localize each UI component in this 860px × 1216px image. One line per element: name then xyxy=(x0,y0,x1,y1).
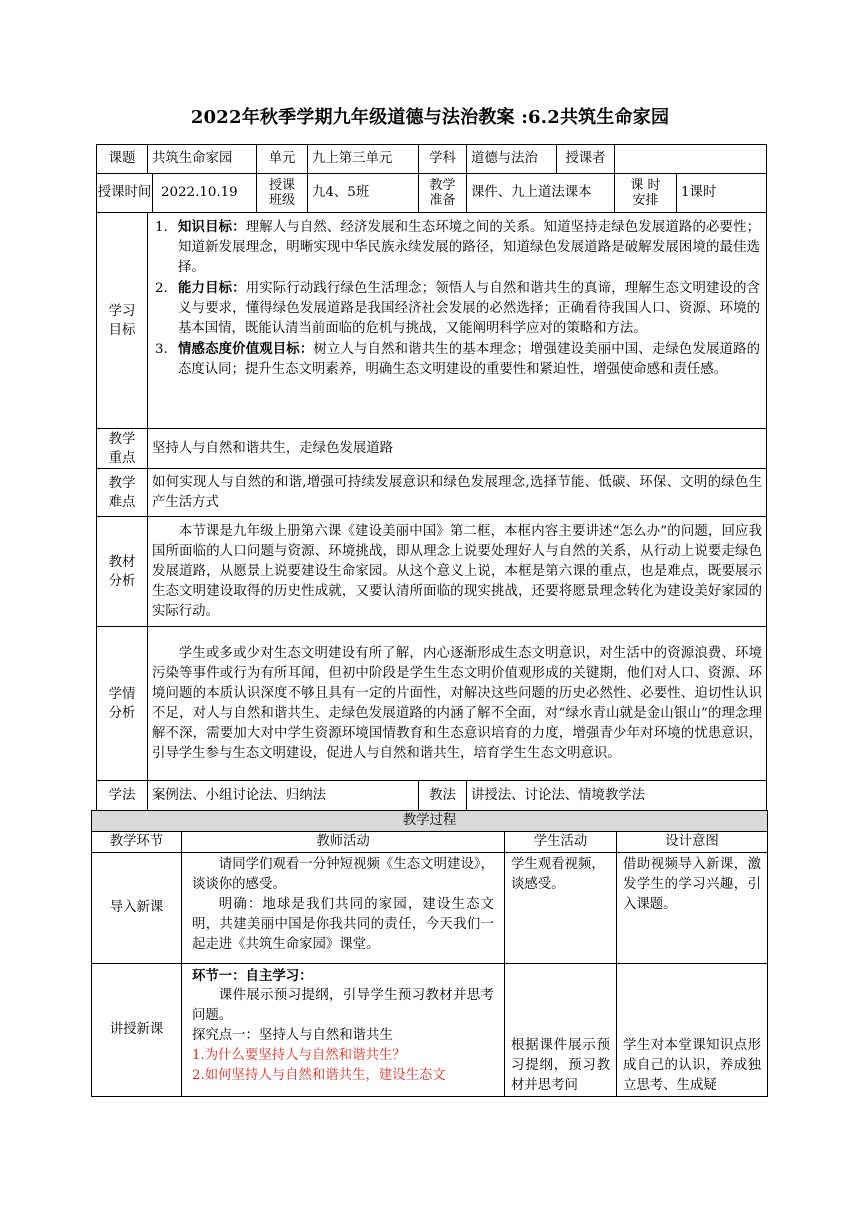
column-teacher: 教师活动 xyxy=(182,832,505,853)
process-header-row xyxy=(92,811,768,832)
teacher-value xyxy=(615,145,767,174)
intro-row xyxy=(92,853,768,964)
column-student: 学生活动 xyxy=(505,832,617,853)
info-row-2 xyxy=(97,174,767,213)
page-title: 2022年秋季学期九年级道德与法治教案 :6.2共筑生命家园 xyxy=(190,107,670,128)
prep-value: 课件、九上道法课本 xyxy=(467,174,615,213)
intro-stage: 导入新课 xyxy=(92,853,182,964)
hours-label: 课 时 安排 xyxy=(615,174,677,213)
topic-label: 课题 xyxy=(97,145,148,174)
intro-intent: 借助视频导入新课，激发学生的学习兴趣，引入课题。 xyxy=(617,853,768,964)
prep-label: 教学 准备 xyxy=(419,174,467,213)
goals-list xyxy=(152,217,760,380)
process-header: 教学过程 xyxy=(92,811,768,832)
process-columns-row xyxy=(92,832,768,853)
students-label: 学情 分析 xyxy=(97,627,148,781)
hours-value: 1课时 xyxy=(677,174,767,213)
teacher-label: 授课者 xyxy=(557,145,615,174)
goals-label: 学习 目标 xyxy=(97,213,148,429)
goals-row xyxy=(97,213,767,429)
students-value: 学生或多或少对生态文明建设有所了解，内心逐渐形成生态文明意识，对生活中的资源浪费、环境污染等事件或行为有所耳闻，但初中阶段是学生生态文明价值观形成的关键期，他们对人口、资源、环境问题的本质认识深度不够且具有一定的片面性，对解决这些问题的历史必然性、必要性、迫切性认识不足，对人与自然和谐共生、走绿色发展道路的内涵了解不全面，对“绿水青山就是金山银山”的理念理解不深，需要加大对中学生资源环境国情教育和生态意识培育的力度，增强青少年对环境的忧患意识，引导学生参与生态文明建设，促进人与自然和谐共生，培育学生生态文明意识。 xyxy=(148,627,767,781)
goal-item: 3. 情感态度价值观目标：树立人与自然和谐共生的基本理念；增强建设美丽中国、走绿色发展道路的态度认同；提升生态文明素养，明确生态文明建设的重要性和紧迫性，增强使命感和责任感。 xyxy=(172,339,760,380)
lecture-teacher: 环节一：自主学习： 课件展示预习提纲，引导学生预习教材并思考问题。 探究点一：坚持人与自然和谐共生 1.为什么要坚持人与自然和谐共生？ 2.如何坚持人与自然和谐共生，建设生态文 xyxy=(182,964,505,1097)
key-row xyxy=(97,429,767,469)
learn-method-label: 学法 xyxy=(97,781,148,812)
difficult-row xyxy=(97,469,767,517)
material-value: 本节课是九年级上册第六课《建设美丽中国》第二框，本框内容主要讲述“怎么办”的问题，回应我国所面临的人口问题与资源、环境挑战，即从理念上说要处理好人与自然的关系，从行动上说要走绿色发展道路，从愿景上说要建设生命家园。从这个意义上说，本框是第六课的重点，也是难点，既要展示生态文明建设取得的历史性成就，又要认清所面临的现实挑战，还要将愿景理念转化为建设美好家园的实际行动。 xyxy=(148,517,767,627)
lecture-student: 根据课件展示预习提纲，预习教材并思考问 xyxy=(505,964,617,1097)
goal-item: 2. 能力目标：用实际行动践行绿色生活理念；领悟人与自然和谐共生的真谛，理解生态文明建设的含义与要求，懂得绿色发展道路是我国经济社会发展的必然选择；正确看待我国人口、资源、环境的基本国情，既能认清当前面临的危机与挑战，又能阐明科学应对的策略和方法。 xyxy=(172,278,760,339)
lecture-stage: 讲授新课 xyxy=(92,964,182,1097)
topic-value: 共筑生命家园 xyxy=(148,145,257,174)
students-row xyxy=(97,627,767,781)
key-value: 坚持人与自然和谐共生，走绿色发展道路 xyxy=(148,429,767,469)
intro-student: 学生观看视频，谈感受。 xyxy=(505,853,617,964)
material-label: 教材 分析 xyxy=(97,517,148,627)
intro-teacher: 请同学们观看一分钟短视频《生态文明建设》，谈谈你的感受。 明确：地球是我们共同的家园，建设生态文明，共建美丽中国是你我共同的责任，今天我们一起走进《共筑生命家园》课堂。 xyxy=(182,853,505,964)
column-intent: 设计意图 xyxy=(617,832,768,853)
teaching-process-table xyxy=(91,810,768,1097)
goal-item: 1. 知识目标：理解人与自然、经济发展和生态环境之间的关系。知道坚持走绿色发展道路的必要性；知道新发展理念，明晰实现中华民族永续发展的路径，知道绿色发展道路是破解发展困境的最佳选择。 xyxy=(172,217,760,278)
subject-label: 学科 xyxy=(419,145,467,174)
difficult-label: 教学 难点 xyxy=(97,469,148,517)
teach-method-label: 教法 xyxy=(419,781,467,812)
difficult-value: 如何实现人与自然的和谐,增强可持续发展意识和绿色发展理念,选择节能、低碳、环保、文明的绿色生产生活方式 xyxy=(148,469,767,517)
methods-row xyxy=(97,781,767,812)
time-label: 授课时间 xyxy=(97,174,153,212)
time-value: 2022.10.19 xyxy=(161,185,238,200)
class-value: 九4、5班 xyxy=(308,174,419,213)
column-stage: 教学环节 xyxy=(92,832,182,853)
subject-value: 道德与法治 xyxy=(467,145,557,174)
lesson-info-table xyxy=(96,144,767,812)
learn-method-value: 案例法、小组讨论法、归纳法 xyxy=(148,781,419,812)
lecture-intent: 学生对本堂课知识点形成自己的认识，养成独立思考、生成疑 xyxy=(617,964,768,1097)
unit-label: 单元 xyxy=(257,145,308,174)
key-label: 教学 重点 xyxy=(97,429,148,469)
lecture-row xyxy=(92,964,768,1097)
goals-content xyxy=(148,213,767,429)
material-row xyxy=(97,517,767,627)
teach-method-value: 讲授法、讨论法、情境教学法 xyxy=(467,781,767,812)
class-label: 授课 班级 xyxy=(257,174,308,213)
unit-value: 九上第三单元 xyxy=(308,145,419,174)
info-row-1 xyxy=(97,145,767,174)
